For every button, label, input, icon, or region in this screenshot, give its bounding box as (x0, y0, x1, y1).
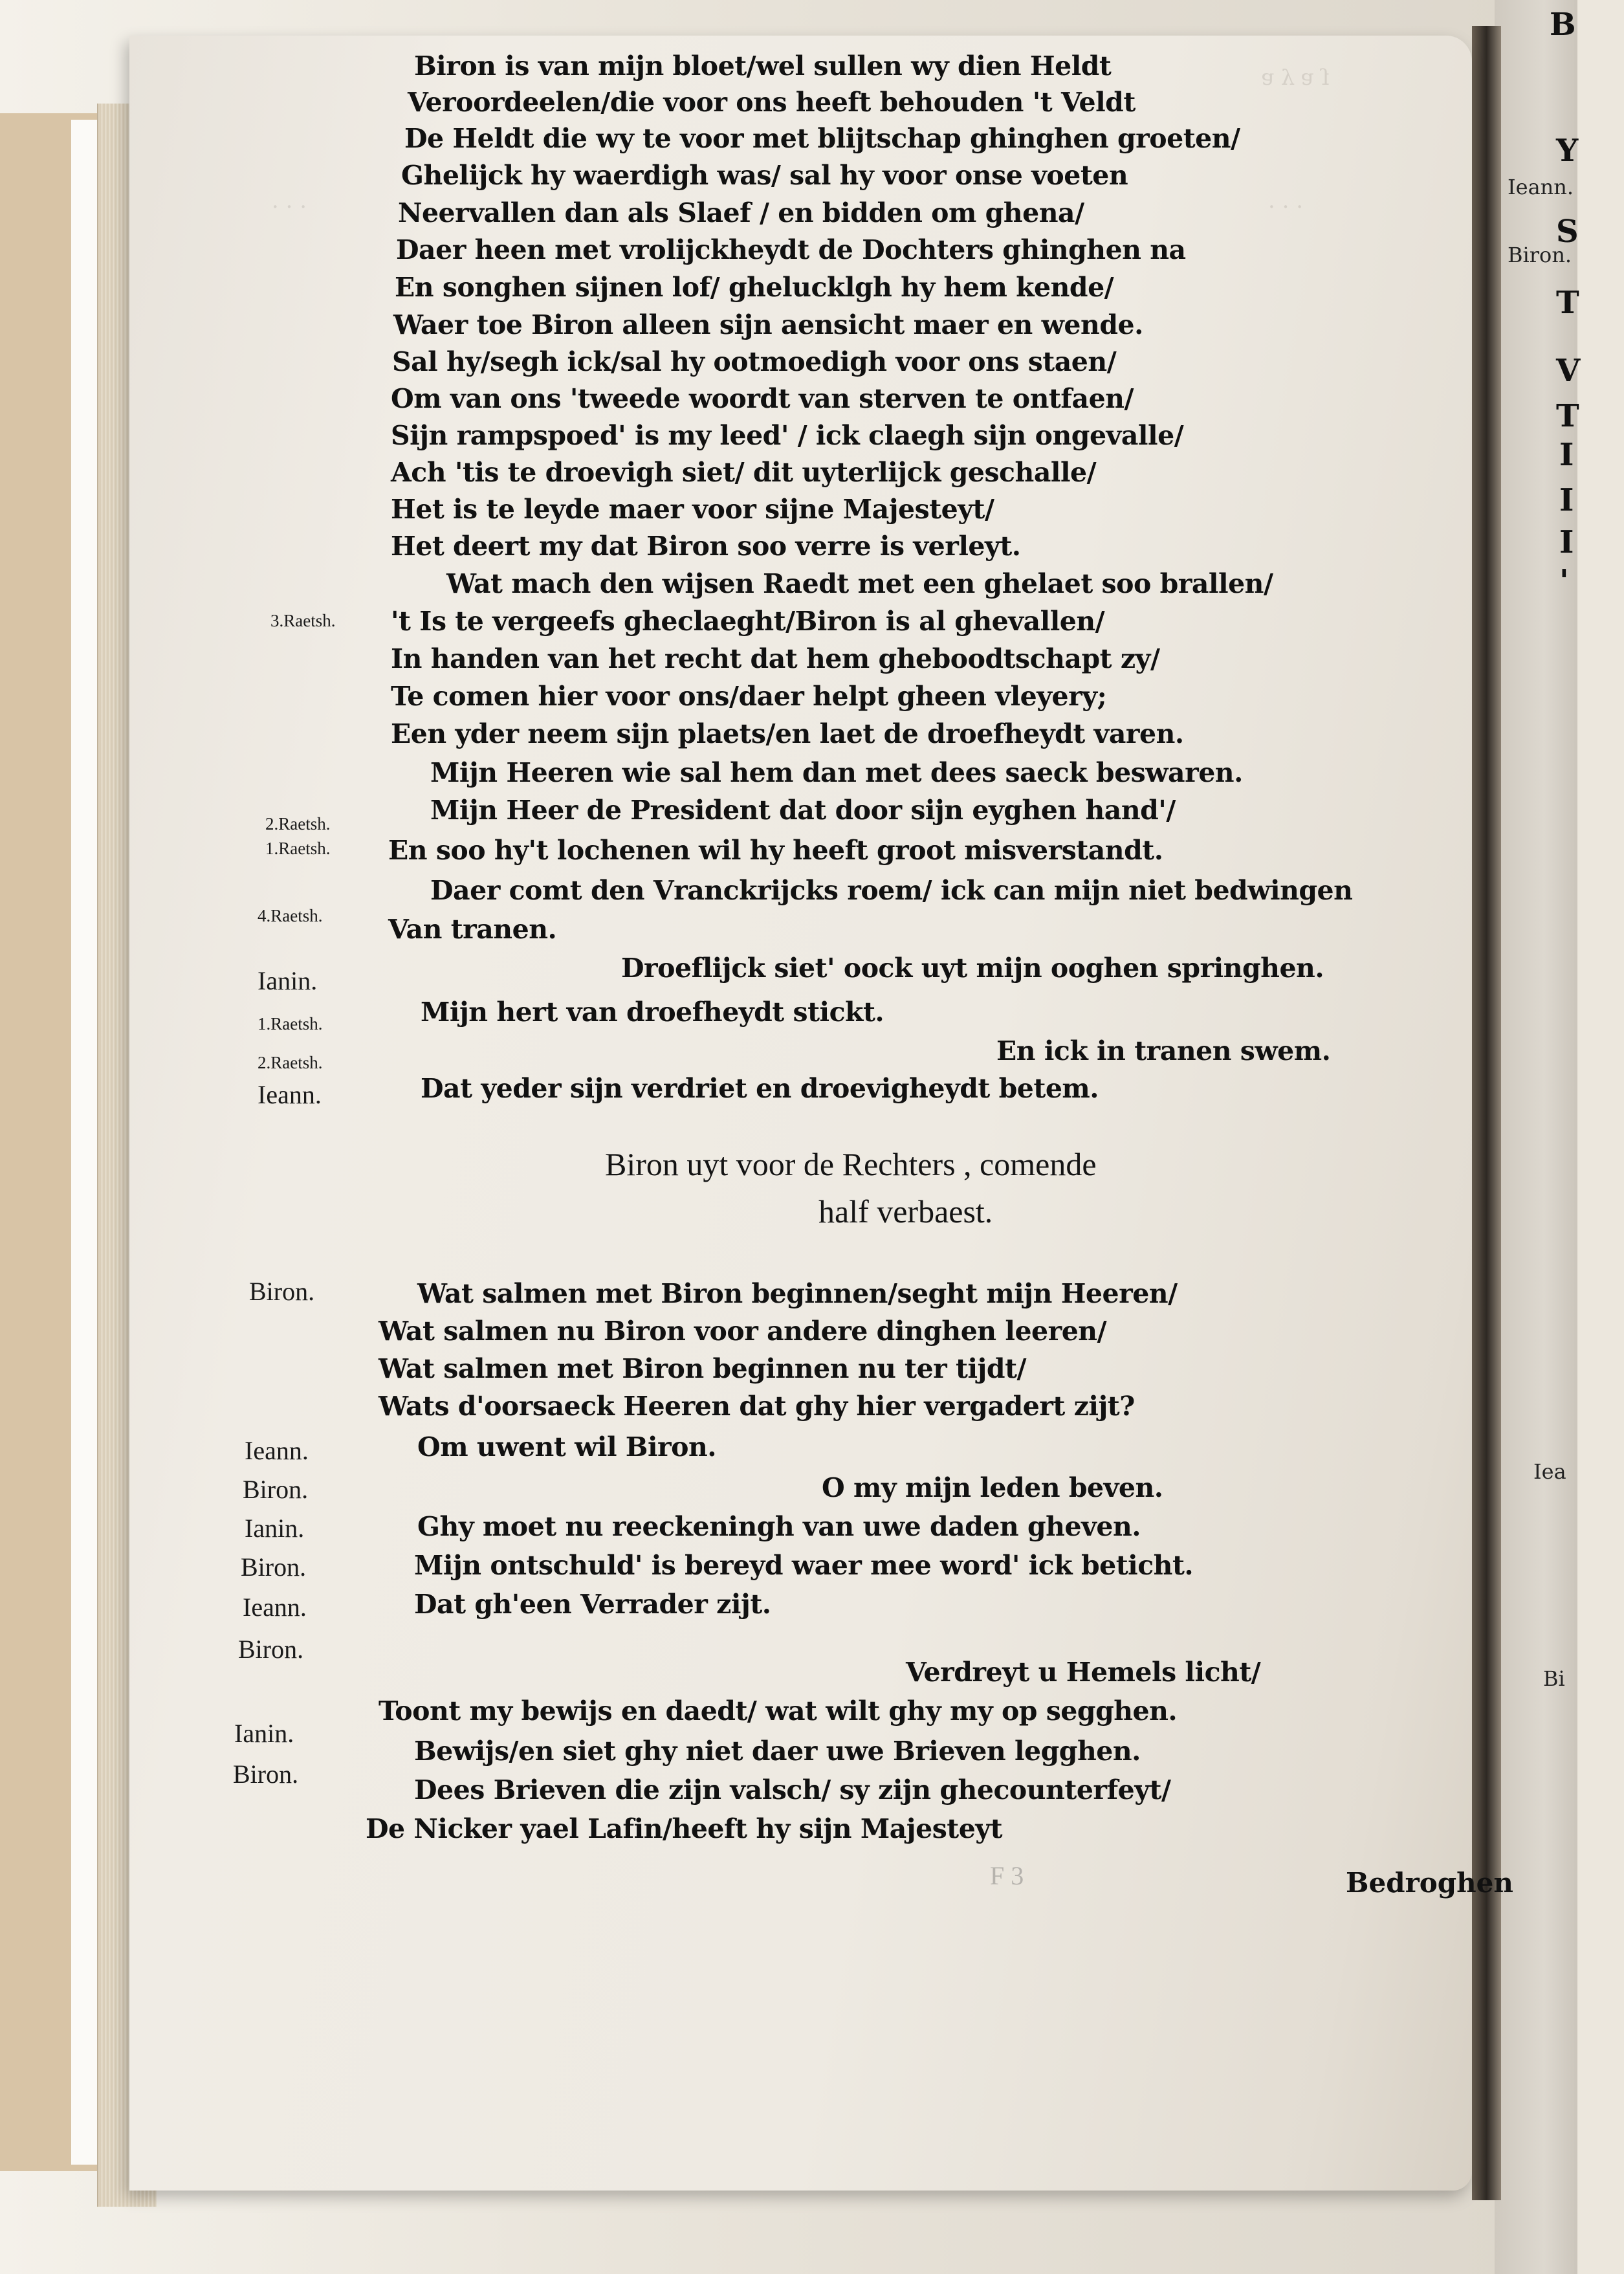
signature-mark: F 3 (990, 1861, 1024, 1890)
speaker-label: Ieann. (258, 1080, 322, 1109)
speaker-label: Ianin. (234, 1719, 294, 1748)
facing-initial: I (1559, 482, 1574, 518)
verse-line: Wat salmen met Biron beginnen/seght mijn Heeren/ (417, 1278, 1178, 1309)
verse-line: O my mijn leden beven. (822, 1472, 1163, 1503)
verse-line: Mijn Heer de President dat door sijn eyghen hand'/ (430, 795, 1176, 826)
verse-line: Sijn rampspoed' is my leed' / ick claegh sijn ongevalle/ (391, 420, 1184, 451)
verse-line: Het deert my dat Biron soo verre is verleyt. (391, 531, 1021, 562)
catchword: Bedroghen (1346, 1867, 1513, 1899)
speaker-label: Biron. (243, 1475, 309, 1504)
speaker-label: 2.Raetsh. (265, 814, 331, 833)
speaker-label: Biron. (241, 1552, 307, 1582)
verse-line: Biron is van mijn bloet/wel sullen wy dien Heldt (414, 50, 1112, 82)
facing-speaker: Iea (1533, 1459, 1566, 1484)
verse-line: Om uwent wil Biron. (417, 1431, 717, 1463)
verse-line: Om van ons 'tweede woordt van sterven te ontfaen/ (391, 383, 1134, 414)
facing-speaker: Ieann. (1508, 175, 1574, 199)
speaker-label: 1.Raetsh. (258, 1014, 323, 1033)
verse-line: Droeflijck siet' oock uyt mijn ooghen springhen. (621, 953, 1324, 984)
verse-line: Van tranen. (388, 914, 557, 945)
verse-line: Wat salmen nu Biron voor andere dinghen leeren/ (379, 1316, 1107, 1347)
verse-line: Bewijs/en siet ghy niet daer uwe Brieven legghen. (414, 1736, 1141, 1767)
speaker-label: 2.Raetsh. (258, 1053, 323, 1072)
facing-initial: T (1556, 398, 1579, 434)
verse-line: Mijn ontschuld' is bereyd waer mee word' ick beticht. (414, 1550, 1194, 1581)
speaker-label: Biron. (249, 1277, 315, 1306)
verse-line: De Nicker yael Lafin/heeft hy sijn Majesteyt (366, 1813, 1003, 1844)
speaker-label: Ieann. (245, 1436, 309, 1465)
facing-page (1495, 0, 1577, 2274)
speaker-label: Biron. (238, 1635, 304, 1664)
verse-line: Verdreyt u Hemels licht/ (906, 1657, 1261, 1688)
facing-initial: S (1556, 214, 1579, 250)
verse-line: En ick in tranen swem. (996, 1035, 1331, 1066)
verse-line: En soo hy't lochenen wil hy heeft groot misverstandt. (388, 835, 1163, 866)
verse-line: Wat mach den wijsen Raedt met een ghelaet soo brallen/ (446, 568, 1273, 599)
verse-line: Het is te leyde maer voor sijne Majesteyt/ (391, 494, 994, 525)
verse-line: Een yder neem sijn plaets/en laet de droefheydt varen. (391, 718, 1184, 749)
verse-line: Mijn Heeren wie sal hem dan met dees saeck beswaren. (430, 757, 1243, 788)
speaker-label: Ianin. (245, 1514, 305, 1543)
verse-line: Waer toe Biron alleen sijn aensicht maer en wende. (393, 309, 1143, 340)
stage-direction: Biron uyt voor de Rechters , comende (605, 1146, 1097, 1182)
verse-line: Mijn hert van droefheydt stickt. (421, 997, 884, 1028)
verse-line: 't Is te vergeefs gheclaeght/Biron is al ghevallen/ (391, 606, 1105, 637)
verse-line: Sal hy/segh ick/sal hy ootmoedigh voor ons staen/ (392, 346, 1117, 377)
speaker-label: 4.Raetsh. (258, 906, 323, 925)
verse-line: Dat yeder sijn verdriet en droevigheydt betem. (421, 1073, 1099, 1104)
verse-line: Te comen hier voor ons/daer helpt gheen vleyery; (391, 681, 1107, 712)
speaker-label: 3.Raetsh. (270, 611, 336, 630)
facing-initial: ' (1559, 563, 1569, 599)
verse-line: In handen van het recht dat hem gheboodtschapt zy/ (391, 643, 1160, 674)
verse-line: Dees Brieven die zijn valsch/ sy zijn ghecounterfeyt/ (414, 1774, 1171, 1805)
verse-line: Dat gh'een Verrader zijt. (414, 1589, 771, 1620)
verse-line: En songhen sijnen lof/ ghelucklgh hy hem kende/ (395, 272, 1114, 303)
verse-line: Ghelijck hy waerdigh was/ sal hy voor onse voeten (401, 160, 1128, 191)
speaker-label: Ieann. (243, 1593, 307, 1622)
facing-speaker: Bi (1543, 1666, 1565, 1691)
verse-line: Daer comt den Vranckrijcks roem/ ick can mijn niet bedwingen (430, 875, 1353, 906)
verse-line: Ghy moet nu reeckeningh van uwe daden gheven. (417, 1511, 1141, 1542)
facing-initial: Y (1556, 133, 1579, 169)
verse-line: Daer heen met vrolijckheydt de Dochters ghinghen na (396, 234, 1186, 265)
facing-initial: T (1556, 285, 1579, 321)
verse-line: De Heldt die wy te voor met blijtschap ghinghen groeten/ (404, 123, 1240, 154)
speaker-label: 1.Raetsh. (265, 839, 331, 858)
facing-initial: I (1559, 524, 1574, 560)
verse-line: Neervallen dan als Slaef / en bidden om ghena/ (398, 197, 1084, 228)
verse-line: Toont my bewijs en daedt/ wat wilt ghy my op segghen. (379, 1695, 1178, 1727)
facing-initial: I (1559, 437, 1574, 473)
verse-line: Veroordeelen/die voor ons heeft behouden 't Veldt (408, 87, 1136, 118)
speaker-label: Biron. (233, 1760, 299, 1789)
speaker-label: Ianin. (258, 966, 318, 995)
verse-line: Wat salmen met Biron beginnen nu ter tijdt/ (379, 1353, 1026, 1384)
verse-line: Ach 'tis te droevigh siet/ dit uyterlijck geschalle/ (391, 457, 1097, 488)
facing-initial: B (1550, 6, 1576, 43)
facing-initial: V (1556, 353, 1581, 389)
stage-direction: half verbaest. (818, 1193, 993, 1230)
verse-line: Wats d'oorsaeck Heeren dat ghy hier vergadert zijt? (379, 1391, 1135, 1422)
facing-speaker: Biron. (1508, 243, 1572, 267)
